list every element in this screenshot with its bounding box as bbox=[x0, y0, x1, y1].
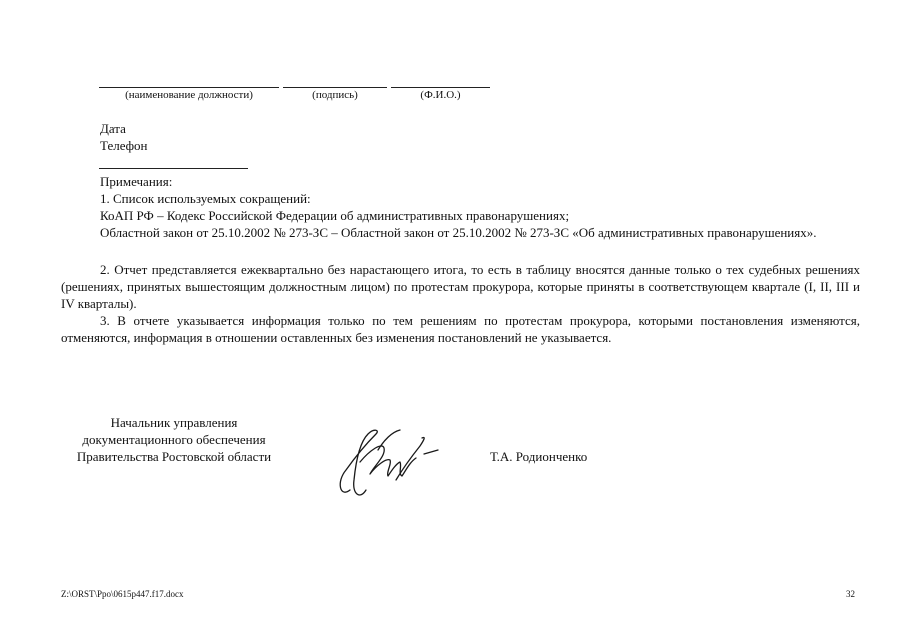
date-label: Дата bbox=[100, 121, 126, 136]
position-line bbox=[99, 87, 279, 88]
file-path: Z:\ORST\Ppo\0615p447.f17.docx bbox=[61, 589, 184, 599]
name-caption: (Ф.И.О.) bbox=[420, 89, 461, 101]
phone-label: Телефон bbox=[100, 138, 148, 153]
note-item2: 2. Отчет представляется ежеквартально без нарастающего итога, то есть в таблицу вносятся данные только о тех судебных решениях (решениях, принятых вышестоящим должностным лицом) по протестам прокурора, которые приняты в соответствующем квартале (I, II, III и IV кварталы). bbox=[61, 262, 860, 311]
notes-title: Примечания: bbox=[100, 174, 173, 189]
note-item3: 3. В отчете указывается информация только по тем решениям по протестам прокурора, которыми постановления изменяются, отменяются, информация в отношении оставленных без изменения постановлений не указывается. bbox=[61, 313, 860, 345]
phone-line bbox=[99, 168, 248, 169]
name-line bbox=[391, 87, 490, 88]
signatory-title-line2: документационного обеспечения bbox=[82, 432, 266, 447]
signatory-title-line3: Правительства Ростовской области bbox=[76, 449, 272, 464]
position-caption: (наименование должности) bbox=[125, 89, 253, 101]
signature-line bbox=[283, 87, 387, 88]
note-item1-title: 1. Список используемых сокращений: bbox=[100, 191, 311, 206]
signatory-name: Т.А. Родионченко bbox=[490, 449, 588, 464]
abbreviation-regional-law: Областной закон от 25.10.2002 № 273-ЗС – Областной закон от 25.10.2002 № 273-ЗС «Об административных правонарушениях». bbox=[100, 225, 817, 240]
handwritten-signature bbox=[330, 420, 445, 505]
page-number: 32 bbox=[846, 589, 855, 599]
signature-caption: (подпись) bbox=[312, 89, 358, 101]
abbreviation-koap: КоАП РФ – Кодекс Российской Федерации об административных правонарушениях; bbox=[100, 208, 570, 223]
signatory-title-line1: Начальник управления bbox=[110, 415, 238, 430]
